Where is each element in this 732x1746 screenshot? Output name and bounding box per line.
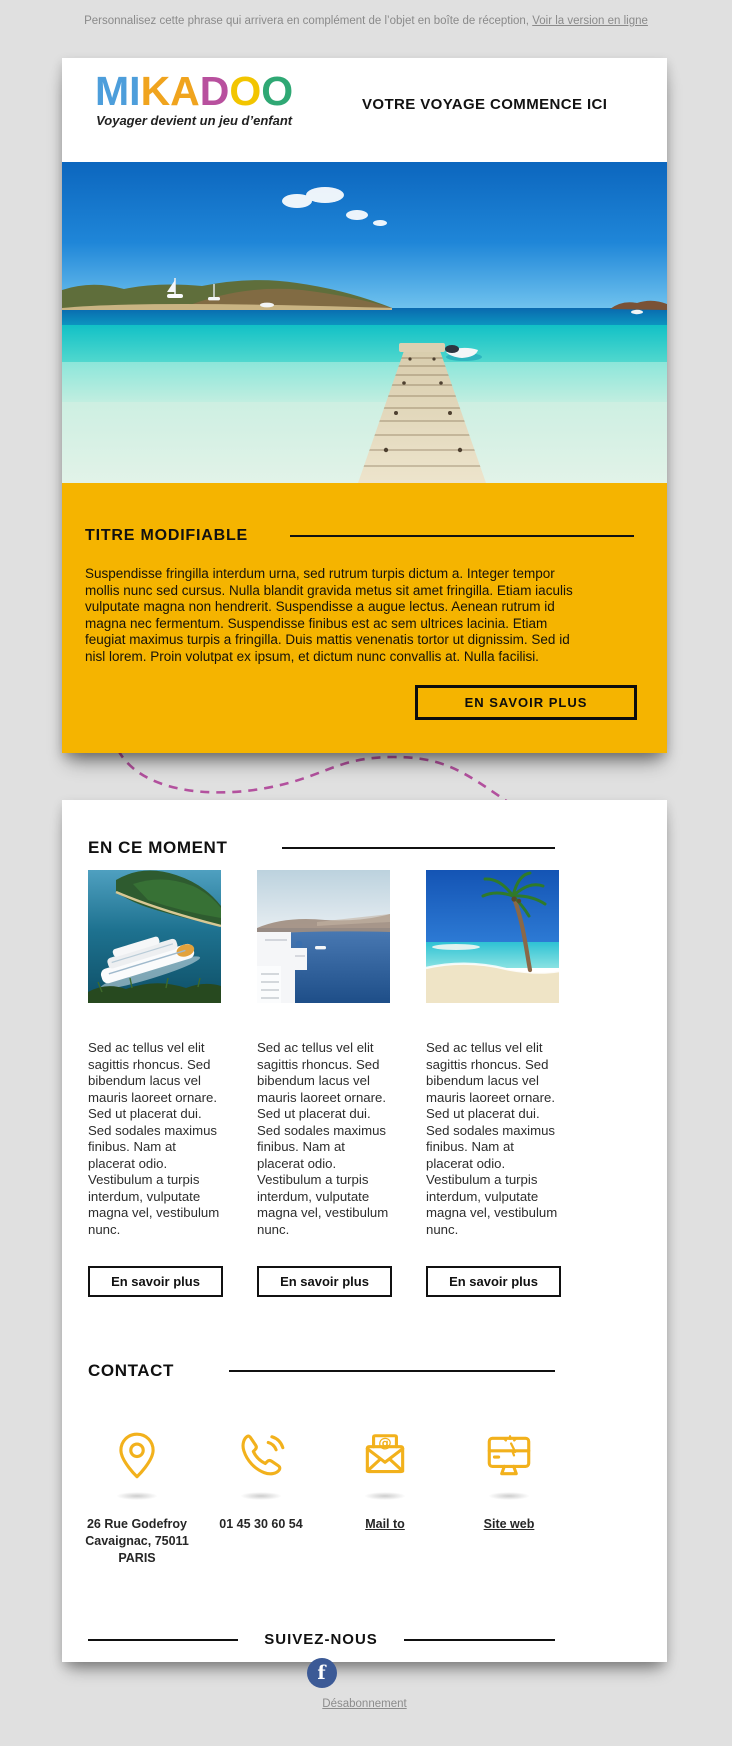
title-rule (290, 535, 634, 537)
view-online-link[interactable]: Voir la version en ligne (532, 15, 648, 27)
logo-letter: O (261, 68, 294, 114)
unsubscribe-link[interactable]: Désabonnement (322, 1698, 407, 1710)
facebook-glyph: f (317, 1662, 326, 1684)
mailto-link[interactable]: Mail to (365, 1517, 405, 1531)
contact-address (75, 1429, 199, 1567)
main-email-card (62, 58, 667, 753)
icon-shadow (240, 1492, 282, 1500)
icon-shadow (116, 1492, 158, 1500)
moment-card-button[interactable]: En savoir plus (257, 1266, 392, 1297)
email-header (62, 58, 667, 162)
feature-cta-button[interactable]: EN SAVOIR PLUS (415, 685, 637, 720)
logo-letter: M (95, 68, 130, 114)
logo-tagline: Voyager devient un jeu d’enfant (96, 113, 293, 128)
svg-text:@: @ (378, 1435, 392, 1452)
contact-phone-label: 01 45 30 60 54 (219, 1517, 303, 1531)
moment-card (426, 870, 559, 1297)
follow-section (88, 1631, 555, 1648)
moment-cards-row (88, 870, 558, 1297)
website-link[interactable]: Site web (483, 1517, 535, 1531)
logo-wordmark (95, 70, 293, 112)
moment-card (88, 870, 221, 1297)
feature-title: TITRE MODIFIABLE (85, 527, 249, 544)
tropical-beach-palm-photo (426, 870, 559, 1003)
mikadoo-logo (95, 70, 293, 128)
follow-section-title: SUIVEZ-NOUS (264, 1631, 378, 1648)
logo-letter: O (229, 68, 262, 114)
santorini-sea-photo (257, 870, 390, 1003)
moment-card-text: Sed ac tellus vel elit sagittis rhoncus. Sed bibendum lacus vel mauris laoreet ornare. Sed ut placerat dui. Sed sodales maximus finibus. Nam at placerat odio. Vestibulum a turpis interdum, vulputate magna vel, vestibulum nunc. (426, 1040, 558, 1237)
divider-line (88, 1639, 238, 1641)
website-icon (482, 1429, 536, 1483)
moment-card (257, 870, 390, 1297)
feature-block (62, 483, 667, 753)
title-rule (282, 847, 555, 849)
hero-image (62, 162, 667, 483)
feature-body-text: Suspendisse fringilla interdum urna, sed rutrum turpis dictum a. Integer tempor mollis nunc sed cursus. Nulla blandit gravida metus sit amet fringilla. Etiam iaculis vulputate magna non hendrerit. Suspendisse a augue lectus. Aenean rutrum id magna nec fermentum. Suspendisse finibus est ac sem ultrices lacinia. Etiam feugiat maximus turpis a fringilla. Duis mattis venenatis tortor ut dignissim. Sed id nisl lorem. Proin volutpat ex ipsum, et dictum nunc convallis at. Nulla facilisi. (85, 566, 573, 664)
moment-section-title: EN CE MOMENT (88, 838, 228, 857)
icon-shadow (488, 1492, 530, 1500)
contact-website (447, 1429, 571, 1567)
lower-email-card (62, 800, 667, 1684)
contact-phone (199, 1429, 323, 1567)
dashed-curve-divider (62, 748, 667, 808)
logo-letter: D (199, 68, 230, 114)
logo-letter: A (170, 68, 200, 114)
moment-card-button[interactable]: En savoir plus (426, 1266, 561, 1297)
footer (62, 1698, 667, 1710)
facebook-icon[interactable] (307, 1658, 337, 1688)
cruise-ship-island-photo (88, 870, 221, 1003)
divider-line (404, 1639, 555, 1641)
preheader-text: Personnalisez cette phrase qui arrivera en complément de l’objet en boîte de réception, (84, 15, 529, 27)
phone-icon (234, 1429, 288, 1483)
logo-letter: K (140, 68, 171, 114)
moment-card-text: Sed ac tellus vel elit sagittis rhoncus. Sed bibendum lacus vel mauris laoreet ornare. Sed ut placerat dui. Sed sodales maximus finibus. Nam at placerat odio. Vestibulum a turpis interdum, vulputate magna vel, vestibulum nunc. (88, 1040, 220, 1237)
preheader (0, 15, 732, 27)
moment-card-text: Sed ac tellus vel elit sagittis rhoncus. Sed bibendum lacus vel mauris laoreet ornare. Sed ut placerat dui. Sed sodales maximus finibus. Nam at placerat odio. Vestibulum a turpis interdum, vulputate magna vel, vestibulum nunc. (257, 1040, 389, 1237)
moment-card-button[interactable]: En savoir plus (88, 1266, 223, 1297)
title-rule (229, 1370, 555, 1372)
contact-section-title: CONTACT (88, 1361, 175, 1380)
beach-pier-illustration (62, 162, 667, 483)
email-icon (358, 1429, 412, 1483)
icon-shadow (364, 1492, 406, 1500)
contact-row (75, 1429, 572, 1567)
location-pin-icon (110, 1429, 164, 1483)
logo-letter: I (129, 68, 141, 114)
header-headline: VOTRE VOYAGE COMMENCE ICI (362, 96, 608, 113)
contact-mail (323, 1429, 447, 1567)
contact-address-label: 26 Rue Godefroy Cavaignac, 75011 PARIS (85, 1517, 189, 1565)
